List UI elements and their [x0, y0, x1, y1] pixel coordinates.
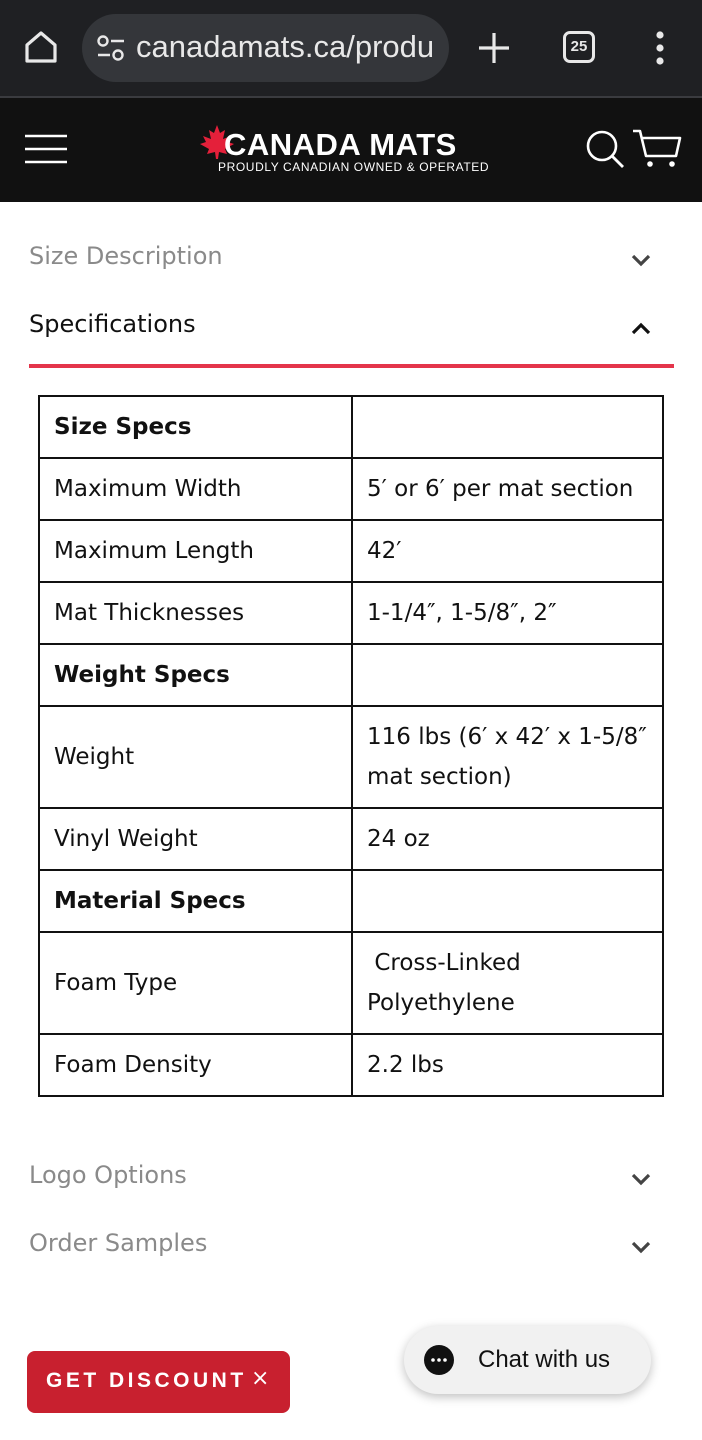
table-row: [39, 644, 663, 706]
spec-key: Foam Density: [39, 1034, 352, 1096]
table-row: [39, 870, 663, 932]
table-row: [39, 1034, 663, 1096]
accordion-order-samples[interactable]: [29, 1229, 674, 1269]
table-row: [39, 808, 663, 870]
accordion-logo-options[interactable]: [29, 1161, 674, 1201]
browser-toolbar: [0, 0, 702, 96]
spec-key: Vinyl Weight: [39, 808, 352, 870]
accordion-label: Order Samples: [29, 1229, 208, 1257]
close-icon[interactable]: ×: [251, 1366, 270, 1391]
spec-key: Maximum Length: [39, 520, 352, 582]
site-header: [0, 98, 702, 202]
table-row: [39, 706, 663, 808]
table-row: [39, 520, 663, 582]
spec-value: 5′ or 6′ per mat section: [352, 458, 663, 520]
tab-switcher-icon[interactable]: 25: [563, 31, 595, 63]
accordion-size-description[interactable]: [29, 242, 674, 282]
chevron-down-icon: [630, 1171, 652, 1187]
accordion-specifications[interactable]: [29, 310, 674, 350]
accordion-label: Size Description: [29, 242, 223, 270]
table-row: [39, 582, 663, 644]
spec-key: Mat Thicknesses: [39, 582, 352, 644]
get-discount-button[interactable]: [27, 1351, 290, 1413]
spec-value: 1-1/4″, 1-5/8″, 2″: [352, 582, 663, 644]
new-tab-icon[interactable]: [476, 30, 512, 66]
spec-value: Cross-Linked Polyethylene: [352, 932, 663, 1034]
brand-tagline: PROUDLY CANADIAN OWNED & OPERATED: [218, 160, 490, 174]
brand-name: CANADA MATS: [224, 127, 457, 162]
spec-key: Foam Type: [39, 932, 352, 1034]
chat-label: Chat with us: [478, 1346, 611, 1373]
spec-value: 42′: [352, 520, 663, 582]
spec-section-heading: Material Specs: [39, 870, 352, 932]
cart-icon[interactable]: [632, 128, 682, 170]
search-icon[interactable]: [584, 128, 626, 170]
table-row: [39, 932, 663, 1034]
spec-key: Weight: [39, 706, 352, 808]
spec-value: [352, 870, 663, 932]
chevron-down-icon: [630, 1239, 652, 1255]
spec-section-heading: Weight Specs: [39, 644, 352, 706]
chevron-down-icon: [630, 252, 652, 268]
chat-bubble-icon: [424, 1345, 454, 1375]
hamburger-menu-icon[interactable]: [25, 134, 67, 164]
spec-value: 24 oz: [352, 808, 663, 870]
spec-value: [352, 644, 663, 706]
spec-value: [352, 396, 663, 458]
spec-value: 2.2 lbs: [352, 1034, 663, 1096]
spec-key: Maximum Width: [39, 458, 352, 520]
spec-value: 116 lbs (6′ x 42′ x 1-5/8″ mat section): [352, 706, 663, 808]
site-logo[interactable]: [198, 124, 508, 180]
accordion-label: Logo Options: [29, 1161, 187, 1189]
home-icon[interactable]: [22, 28, 60, 66]
chevron-up-icon: [630, 320, 652, 336]
more-menu-icon[interactable]: [652, 30, 668, 66]
table-row: [39, 396, 663, 458]
address-bar[interactable]: [82, 14, 449, 82]
spec-section-heading: Size Specs: [39, 396, 352, 458]
accordion-label: Specifications: [29, 310, 196, 338]
active-section-underline: [29, 364, 674, 368]
site-settings-icon[interactable]: [96, 34, 126, 62]
table-row: [39, 458, 663, 520]
chat-button[interactable]: [404, 1326, 651, 1394]
url-text[interactable]: canadamats.ca/produ: [136, 29, 435, 64]
specifications-table: [38, 395, 664, 1097]
discount-label: GET DISCOUNT: [46, 1369, 247, 1392]
